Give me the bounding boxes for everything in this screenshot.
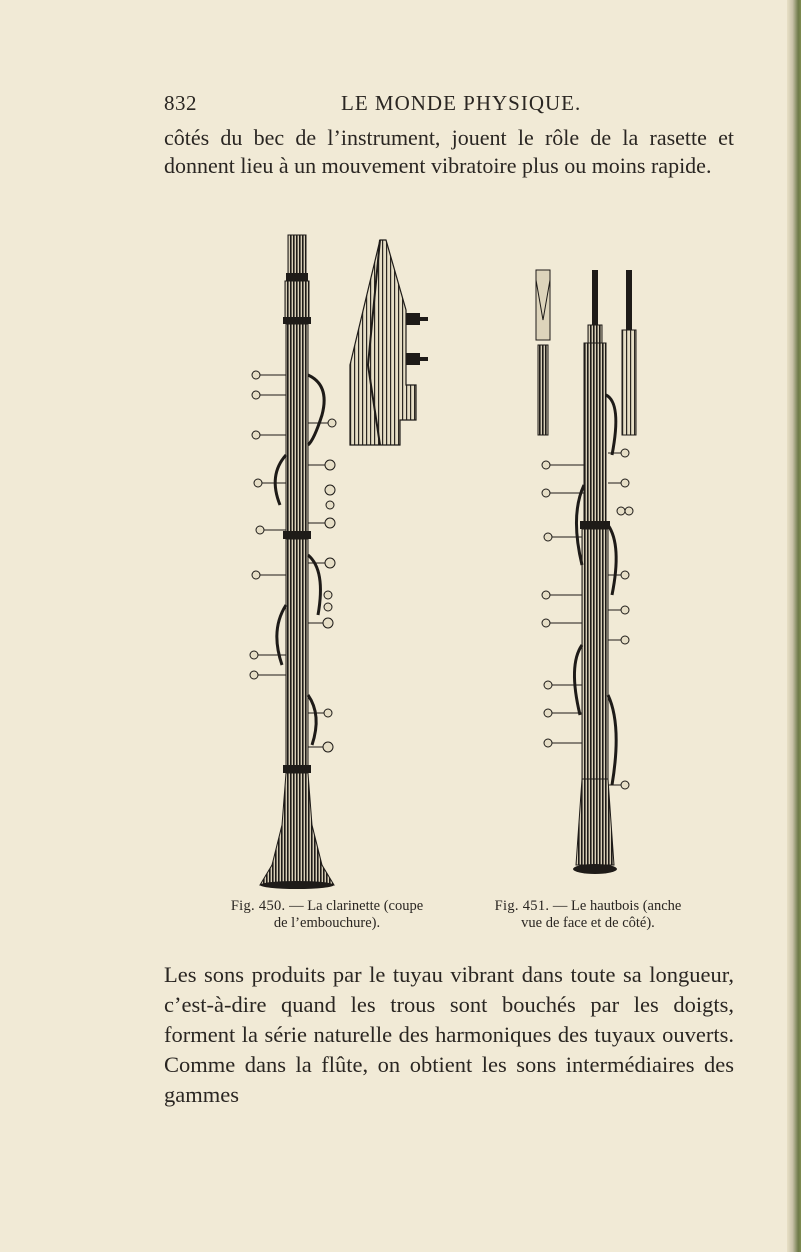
paragraph-bottom: Les sons produits par le tuyau vibrant dans toute sa longueur, c’est-à-dire quand les trous sont bouchés par les doigts, forment la série naturelle des harmoniques des tuyaux ouverts. Comme dans la flûte, on obtient les sons intermédiaires des gammes <box>164 962 734 1107</box>
fig-450-caption-line2: de l’embouchure). <box>273 915 381 931</box>
page-edge <box>787 0 801 1252</box>
running-title: LE MONDE PHYSIQUE. <box>341 91 582 115</box>
fig-451-label: Fig. 451. <box>494 898 550 914</box>
oboe-figure <box>542 270 633 874</box>
instrument-illustrations <box>230 225 680 895</box>
caption-fig-450 <box>212 898 442 932</box>
fig-451-caption-line1: — Le hautbois (anche <box>552 898 682 914</box>
fig-451-caption-line2: vue de face et de côté). <box>521 915 655 931</box>
page-header <box>164 91 734 117</box>
clarinet-mouthpiece-section <box>350 240 428 445</box>
fig-450-caption-line1: — La clarinette (coupe <box>289 898 424 914</box>
clarinet-figure <box>250 235 336 889</box>
page-number: 832 <box>164 91 197 115</box>
fig-450-label: Fig. 450. <box>230 898 286 914</box>
paragraph-top: côtés du bec de l’instrument, jouent le rôle de la rasette et donnent lieu à un mouvement vibratoire plus ou moins rapide. <box>164 125 734 178</box>
caption-fig-451 <box>458 898 718 932</box>
